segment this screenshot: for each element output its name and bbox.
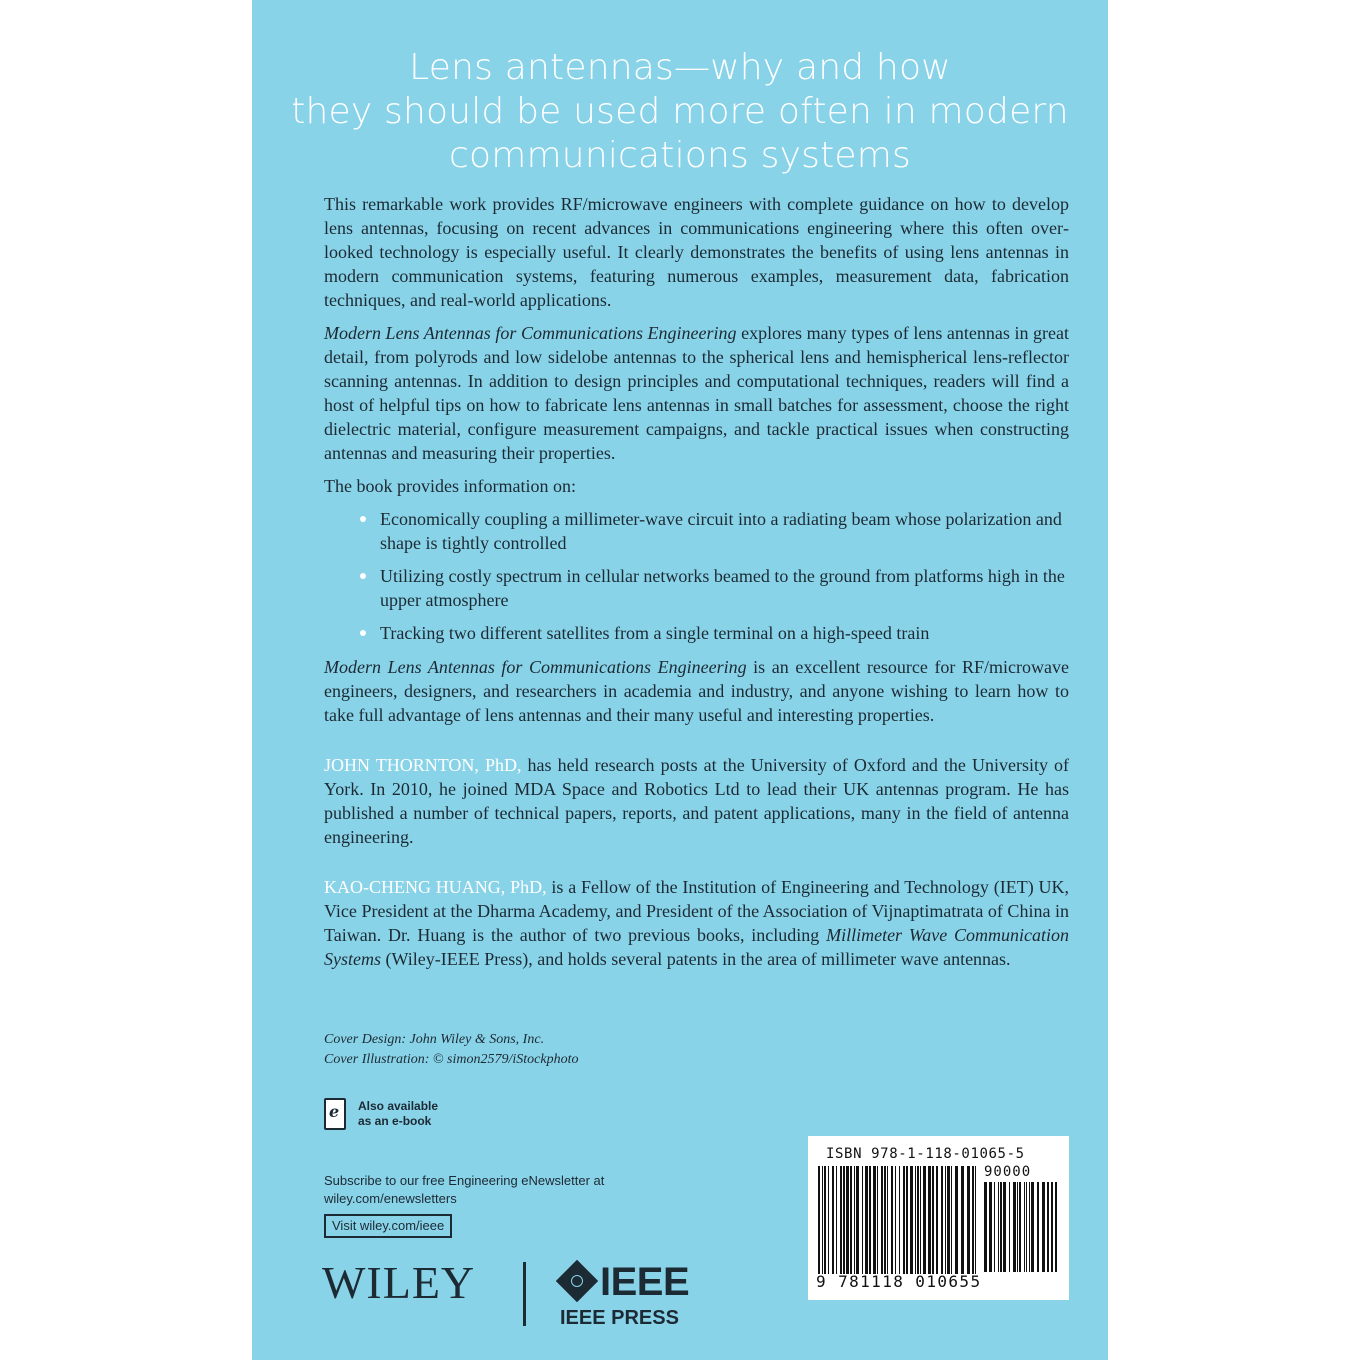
barcode-bar: [1013, 1182, 1016, 1272]
barcode-bar: [928, 1166, 931, 1274]
list-item-text: Tracking two different satellites from a single terminal on a high-speed train: [380, 623, 930, 643]
cover-credits: [324, 1030, 578, 1070]
barcode-bar: [836, 1166, 837, 1274]
barcode-bar: [877, 1166, 878, 1274]
barcode-bar: [1055, 1182, 1057, 1272]
wiley-logo: WILEY: [322, 1257, 476, 1308]
barcode-bar: [865, 1166, 868, 1274]
barcode-bar: [843, 1166, 845, 1274]
barcode-bar: [840, 1166, 842, 1274]
headline-line-2: they should be used more often in modern: [291, 91, 1069, 132]
barcode-bar: [994, 1182, 995, 1272]
list-item-text: Economically coupling a millimeter-wave circuit into a radiating beam whose polarization and shape is tightly controlled: [380, 509, 1062, 553]
ebook-line-2: as an e-book: [358, 1114, 432, 1128]
barcode-bar: [822, 1166, 823, 1274]
barcode-bar: [998, 1182, 999, 1272]
barcode-bar: [961, 1166, 964, 1274]
barcode-digits: 9 781118 010655: [816, 1272, 982, 1291]
barcode-bar: [915, 1166, 916, 1274]
barcode-bar: [854, 1166, 855, 1274]
barcode-bar: [989, 1182, 992, 1272]
price-code: 90000: [984, 1164, 1032, 1180]
bullet-icon: [360, 573, 366, 579]
barcode-bar: [884, 1166, 886, 1274]
author-bio-thornton: [324, 753, 1069, 849]
barcode-bar: [903, 1166, 905, 1274]
barcode-bar: [895, 1166, 896, 1274]
barcode-bar: [846, 1166, 849, 1274]
barcode-bar: [869, 1166, 871, 1274]
barcode-bar: [951, 1166, 952, 1274]
barcode-bar: [1042, 1182, 1045, 1272]
barcode-bar: [967, 1166, 970, 1274]
barcode-bar: [975, 1166, 976, 1274]
barcode-bar: [891, 1166, 893, 1274]
e-book-glyph: e: [329, 1102, 340, 1121]
author-name: JOHN THORNTON, PhD,: [324, 755, 522, 775]
cover-design-credit: Cover Design: John Wiley & Sons, Inc.: [324, 1032, 545, 1047]
barcode-bar: [932, 1166, 934, 1274]
barcode-bar: [906, 1166, 908, 1274]
headline-line-3: communications systems: [449, 135, 911, 176]
barcode-bar: [1031, 1182, 1034, 1272]
cover-illustration-credit: Cover Illustration: © simon2579/iStockphoto: [324, 1052, 579, 1067]
author-bio-huang: [324, 875, 1069, 971]
barcode-bar: [899, 1166, 900, 1274]
ieee-logo: IEEE: [600, 1260, 690, 1304]
barcode-bar: [923, 1166, 926, 1274]
author-bio-text: has held research posts at the University of Oxford and the University of York. In 2010, he joined MDA Space and Robotics Ltd to lead their UK antennas program. He has published a number of technical papers, reports, and patent applications, many in the field of antenna engineering.: [324, 755, 1069, 847]
barcode-bar: [873, 1166, 876, 1274]
barcode-bar: [1029, 1182, 1030, 1272]
paragraph-2-text: explores many types of lens antennas in great detail, from polyrods and low sidelobe antennas to the spherical lens and hemispherical lens-reflector scanning antennas. In addition to design principles and computational techniques, readers will find a host of helpful tips on how to fabricate lens antennas in small batches for assessment, choose the right dielectric material, configure measurement campaigns, and tackle practical issues when constructing antennas and measuring their properties.: [324, 323, 1069, 463]
ebook-notice: [324, 1096, 438, 1132]
barcode-bar: [1003, 1182, 1006, 1272]
book-title: Modern Lens Antennas for Communications Engineering: [324, 323, 737, 343]
visit-link[interactable]: Visit wiley.com/ieee: [324, 1214, 452, 1238]
back-cover: [252, 0, 1108, 1360]
bullet-icon: [360, 516, 366, 522]
newsletter-line-1: Subscribe to our free Engineering eNewsletter at: [324, 1173, 605, 1188]
barcode-bar: [1026, 1182, 1027, 1272]
barcode-bar: [920, 1166, 921, 1274]
barcode-bar: [1000, 1182, 1002, 1272]
barcode-bar: [881, 1166, 883, 1274]
ebook-line-1: Also available: [358, 1099, 439, 1113]
feature-list: [324, 507, 1069, 645]
barcode-bar: [856, 1166, 859, 1274]
e-book-icon: [324, 1098, 346, 1130]
barcode-bar: [828, 1166, 829, 1274]
headline-line-1: Lens antennas—why and how: [409, 47, 951, 88]
book-title: Modern Lens Antennas for Communications Engineering: [324, 657, 747, 677]
author-bio-text: is a Fellow of the Institution of Engineering and Technology (IET) UK, Vice President at the Dharma Academy, and President of the Association of Vijnaptimatrata of China in Taiwan. Dr. Huang is the author of two previous books, including: [324, 877, 1069, 945]
author-name: KAO-CHENG HUANG, PhD,: [324, 877, 547, 897]
ieee-diamond-icon: [556, 1260, 598, 1302]
paragraph-1: This remarkable work provides RF/microwave engineers with complete guidance on how to develop lens antennas, focusing on recent advances in communications engineering where this often overlooked technology is especially useful. It clearly demonstrates the benefits of using lens antennas in modern communication systems, featuring numerous examples, measurement data, fabrication techniques, and real-world applications.: [324, 194, 1069, 310]
description: [324, 192, 1069, 980]
paragraph-3-text: is an excellent resource for RF/microwave engineers, designers, and researchers in academia and industry, and anyone wishing to learn how to take full advantage of lens antennas and their many useful and interesting properties.: [324, 657, 1069, 725]
ebook-text: [358, 1099, 438, 1129]
barcode-bar: [972, 1166, 974, 1274]
barcode-bar: [1017, 1182, 1018, 1272]
barcode-addon-bars: [984, 1182, 1058, 1272]
barcode: [808, 1136, 1069, 1300]
barcode-bar: [910, 1166, 913, 1274]
previous-book-title: Millimeter Wave Communication Systems: [324, 925, 1069, 969]
list-item: [380, 507, 1069, 555]
logo-divider: [523, 1262, 526, 1326]
list-item: [380, 564, 1069, 612]
barcode-bar: [818, 1166, 820, 1274]
barcode-bar: [1019, 1182, 1021, 1272]
barcode-bar: [1009, 1182, 1010, 1272]
barcode-bar: [917, 1166, 919, 1274]
barcode-bar: [850, 1166, 852, 1274]
author-bio-text: (Wiley-IEEE Press), and holds several patents in the area of millimeter wave antennas.: [381, 949, 1011, 969]
barcode-bar: [832, 1166, 834, 1274]
list-item: [380, 621, 1069, 645]
headline: [252, 46, 1108, 178]
list-item-text: Utilizing costly spectrum in cellular networks beamed to the ground from platforms high in the upper atmosphere: [380, 566, 1065, 610]
barcode-bar: [1051, 1182, 1053, 1272]
barcode-bar: [824, 1166, 826, 1274]
newsletter-notice: [324, 1172, 604, 1208]
paragraph-3: [324, 655, 1069, 727]
barcode-bar: [862, 1166, 863, 1274]
barcode-bar: [887, 1166, 888, 1274]
isbn-number: ISBN 978-1-118-01065-5: [826, 1146, 1025, 1162]
barcode-bars: [818, 1166, 978, 1274]
barcode-bar: [941, 1166, 943, 1274]
barcode-bar: [955, 1166, 958, 1274]
list-intro: The book provides information on:: [324, 476, 576, 496]
barcode-bar: [945, 1166, 946, 1274]
bullet-icon: [360, 630, 366, 636]
newsletter-link[interactable]: wiley.com/enewsletters: [324, 1191, 457, 1206]
barcode-bar: [1024, 1182, 1025, 1272]
barcode-bar: [1037, 1182, 1039, 1272]
ieee-press-logo: IEEE PRESS: [560, 1307, 679, 1329]
paragraph-2: [324, 321, 1069, 465]
barcode-bar: [936, 1166, 938, 1274]
barcode-bar: [947, 1166, 950, 1274]
barcode-bar: [984, 1182, 987, 1272]
barcode-bar: [1047, 1182, 1049, 1272]
